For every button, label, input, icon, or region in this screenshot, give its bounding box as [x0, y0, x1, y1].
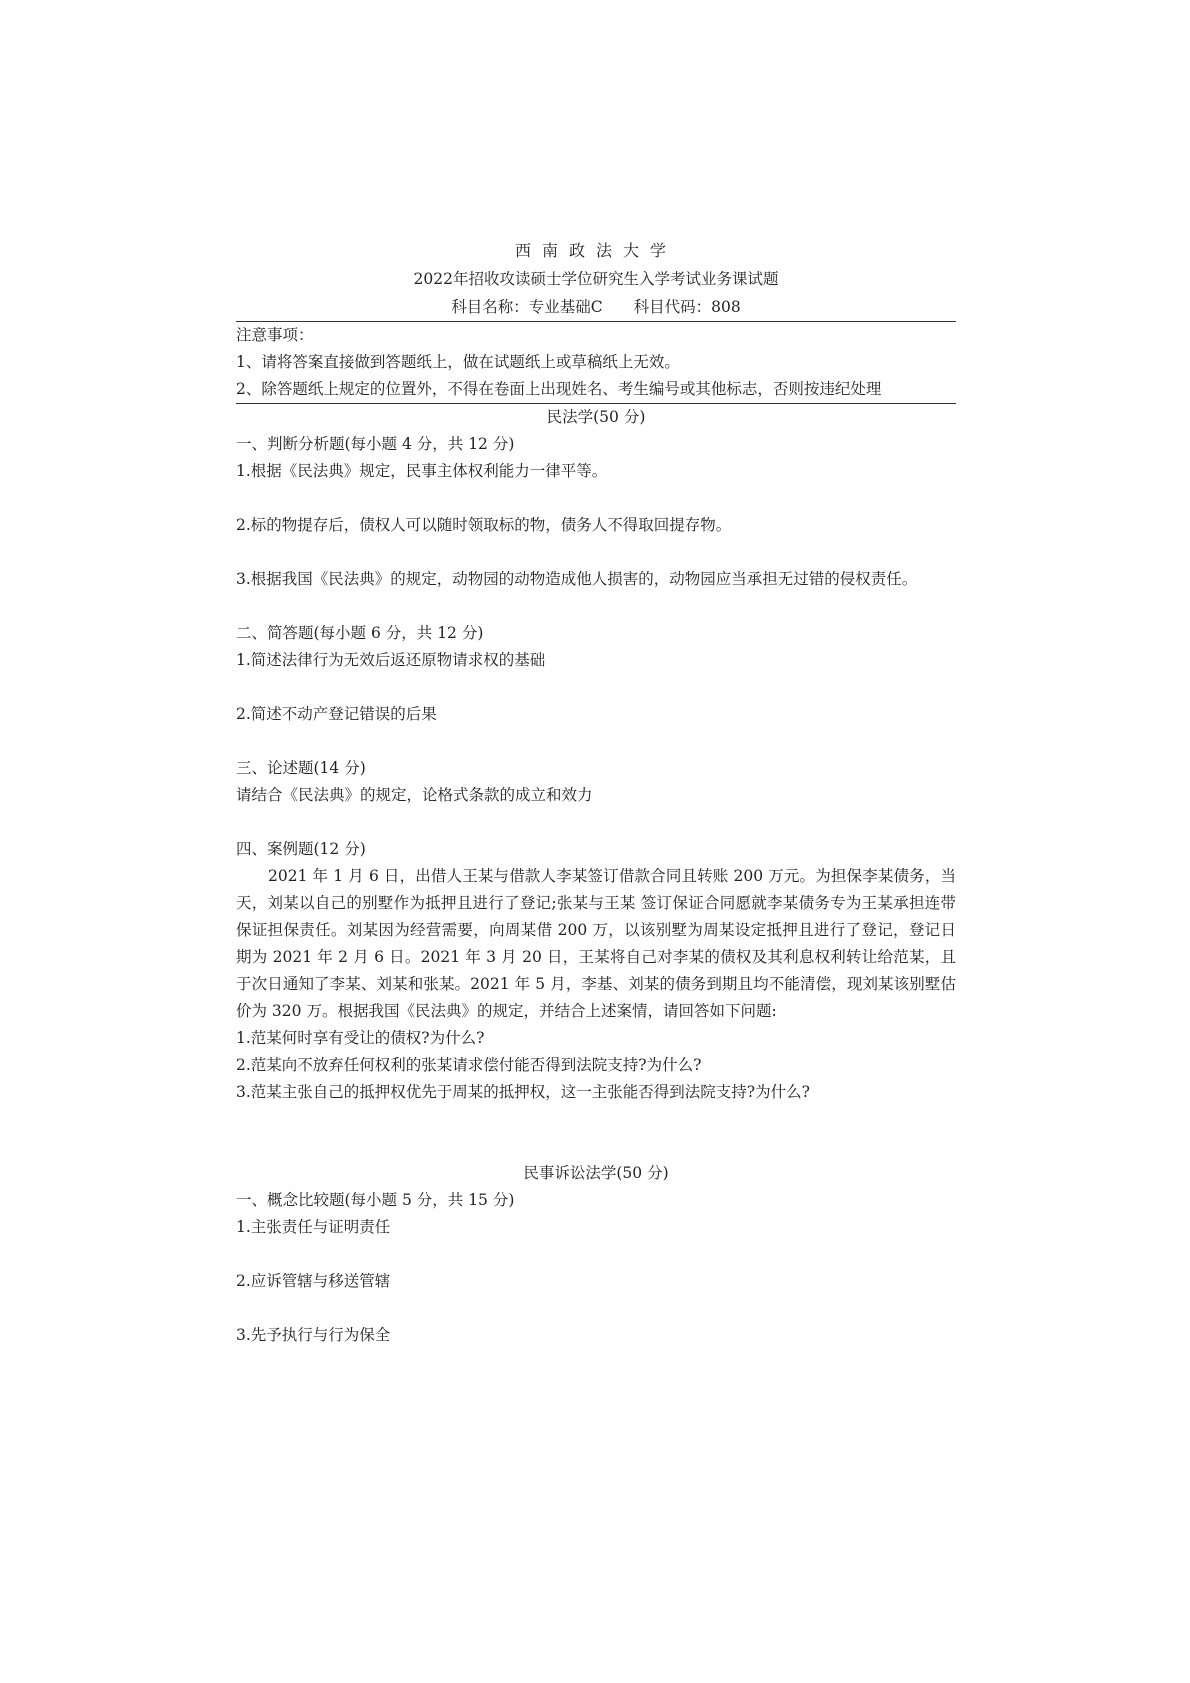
spacer: [236, 1241, 956, 1268]
spacer: [236, 1106, 956, 1160]
civil-procedure-part1-q2: 2.应诉管辖与移送管辖: [236, 1272, 391, 1290]
spacer: [236, 593, 956, 620]
notice-title: 注意事项：: [236, 326, 314, 344]
school-name: 西南政法大学: [514, 241, 677, 260]
exam-page: [236, 236, 956, 1349]
section-title-civil-law: 民法学(50 分): [546, 408, 646, 426]
civil-law-case-text: 2021 年 1 月 6 日，出借人王某与借款人李某签订借款合同且转账 200 万元。为担保李某债务，当天，刘某以自己的别墅作为抵押且进行了登记;张某与王某 签订保证合同愿就李某债务专为王某承担连带保证担保责任。刘某因为经营需要，向周某借 200 万，以该别墅为周某设定抵押且进行了登记，登记日期为 2021 年 2 月 6 日。2021 年 3 月 20 日，王某将自己对李某的债权及其利息权利转让给范某，且于次日通知了李某、刘某和张某。2021 年 5 月，李基、刘某的债务到期且均不能清偿，现刘某该别墅估价为 320 万。根据我国《民法典》的规定，并结合上述案情，请回答如下问题:: [236, 867, 956, 1020]
spacer: [236, 809, 956, 836]
civil-law-part4-q1: 1.范某何时享有受让的债权?为什么?: [236, 1029, 485, 1047]
civil-law-part1-q3: 3.根据我国《民法典》的规定，动物园的动物造成他人损害的，动物园应当承担无过错的侵权责任。: [236, 570, 918, 588]
civil-law-part1-q1: 1.根据《民法典》规定，民事主体权利能力一律平等。: [236, 462, 608, 480]
civil-law-part2-q2: 2.简述不动产登记错误的后果: [236, 705, 437, 723]
civil-law-part4-heading: 四、案例题(12 分): [236, 840, 366, 858]
spacer: [236, 485, 956, 512]
civil-law-part4-q2: 2.范某向不放弃任何权利的张某请求偿付能否得到法院支持?为什么?: [236, 1056, 702, 1074]
spacer: [236, 1295, 956, 1322]
exam-title: 2022年招收攻读硕士学位研究生入学考试业务课试题: [413, 270, 779, 288]
civil-procedure-part1-heading: 一、概念比较题(每小题 5 分，共 15 分): [236, 1191, 515, 1209]
notice-item-1: 1、请将答案直接做到答题纸上，做在试题纸上或草稿纸上无效。: [236, 353, 680, 371]
section-title-civil-procedure: 民事诉讼法学(50 分): [523, 1164, 669, 1182]
civil-law-part2-heading: 二、简答题(每小题 6 分，共 12 分): [236, 624, 484, 642]
spacer: [236, 728, 956, 755]
civil-law-part3-heading: 三、论述题(14 分): [236, 759, 366, 777]
notice-item-2: 2、除答题纸上规定的位置外，不得在卷面上出现姓名、考生编号或其他标志，否则按违纪处理: [236, 380, 882, 398]
civil-procedure-part1-q1: 1.主张责任与证明责任: [236, 1218, 391, 1236]
civil-law-part1-q2: 2.标的物提存后，债权人可以随时领取标的物，债务人不得取回提存物。: [236, 516, 732, 534]
civil-law-part4-q3: 3.范某主张自己的抵押权优先于周某的抵押权，这一主张能否得到法院支持?为什么?: [236, 1083, 810, 1101]
spacer: [236, 539, 956, 566]
civil-law-part1-heading: 一、判断分析题(每小题 4 分，共 12 分): [236, 435, 515, 453]
civil-law-part3-q1: 请结合《民法典》的规定，论格式条款的成立和效力: [236, 786, 593, 804]
civil-law-part2-q1: 1.简述法律行为无效后返还原物请求权的基础: [236, 651, 546, 669]
subject-line: 科目名称：专业基础C 科目代码：808: [451, 298, 741, 316]
spacer: [236, 674, 956, 701]
civil-procedure-part1-q3: 3.先予执行与行为保全: [236, 1326, 391, 1344]
